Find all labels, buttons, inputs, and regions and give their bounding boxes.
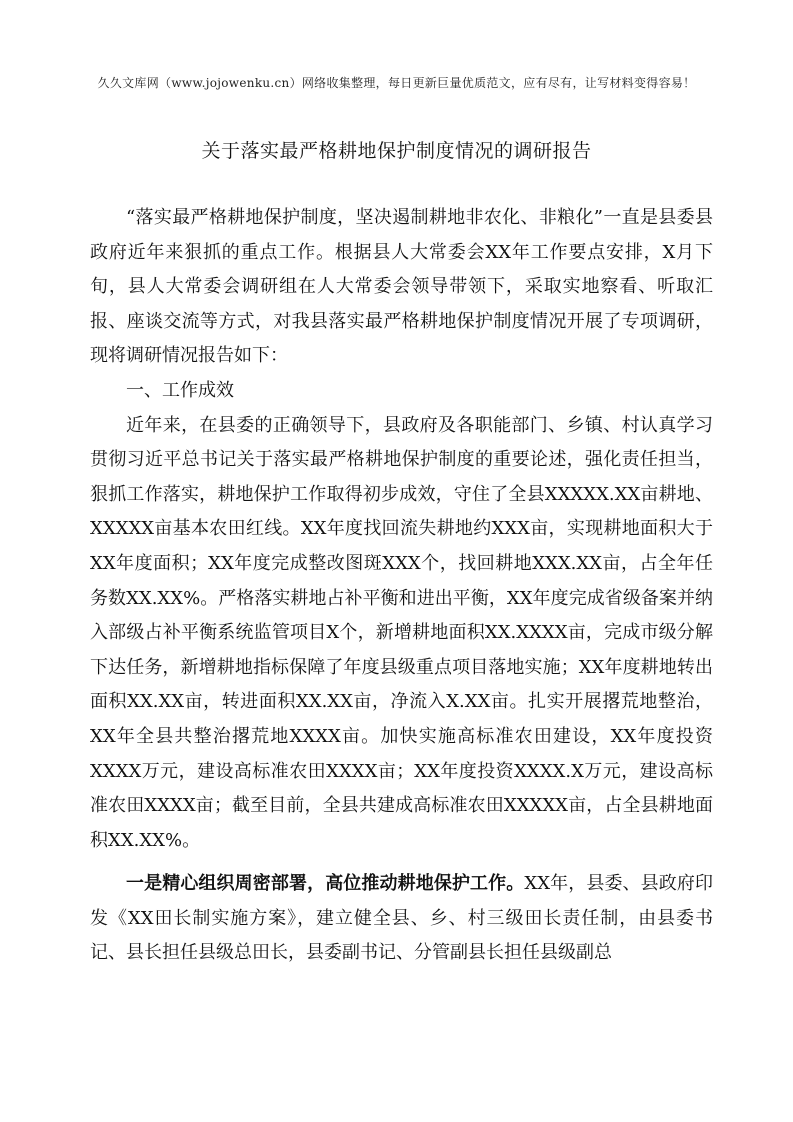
- section-heading-achievements: 一、工作成效: [126, 379, 234, 401]
- achievements-paragraph: 近年来，在县委的正确领导下，县政府及各职能部门、乡镇、村认真学习贯彻习近平总书记关于落实最严格耕地保护制度的重要论述，强化责任担当，狠抓工作落实，耕地保护工作取得初步成效，守住了全县XXXXX.XX亩耕地、XXXXX亩基本农田红线。XX年度找回流失耕地约XXX亩，实现耕地面积大于XX年度面积；XX年度完成整改图斑XXX个，找回耕地XXX.XX亩，占全年任务数XX.XX%。严格落实耕地占补平衡和进出平衡，XX年度完成省级备案并纳入部级占补平衡系统监管项目X个，新增耕地面积XX.XXXX亩，完成市级分解下达任务，新增耕地指标保障了年度县级重点项目落地实施；XX年度耕地转出面积XX.XX亩，转进面积XX.XX亩，净流入X.XX亩。扎实开展撂荒地整治，XX年全县共整治撂荒地XXXX亩。加快实施高标准农田建设，XX年度投资XXXX万元，建设高标准农田XXXX亩；XX年度投资XXXX.X万元，建设高标准农田XXXX亩；截至目前，全县共建成高标准农田XXXXX亩，占全县耕地面积XX.XX%。: [90, 414, 713, 851]
- point-one-text: XX年，县委、县政府印发《XX田长制实施方案》，建立健全县、乡、村三级田长责任制，由县委书记、县长担任县级总田长，县委副书记、分管副县长担任县级副总: [90, 873, 713, 964]
- document-title: 关于落实最严格耕地保护制度情况的调研报告: [201, 140, 592, 162]
- document-body: [90, 201, 713, 971]
- source-header-note: 久久文库网（www.jojowenku.cn）网络收集整理，每日更新巨量优质范文，应有尽有，让写材料变得容易！: [97, 76, 696, 90]
- intro-paragraph: “落实最严格耕地保护制度，坚决遏制耕地非农化、非粮化”一直是县委县政府近年来狠抓的重点工作。根据县人大常委会XX年工作要点安排，X月下旬，县人大常委会调研组在人大常委会领导带领下，采取实地察看、听取汇报、座谈交流等方式，对我县落实最严格耕地保护制度情况开展了专项调研，现将调研情况报告如下：: [90, 207, 713, 367]
- point-one-paragraph: [90, 867, 713, 971]
- point-one-lead: 一是精心组织周密部署，高位推动耕地保护工作。: [126, 873, 525, 895]
